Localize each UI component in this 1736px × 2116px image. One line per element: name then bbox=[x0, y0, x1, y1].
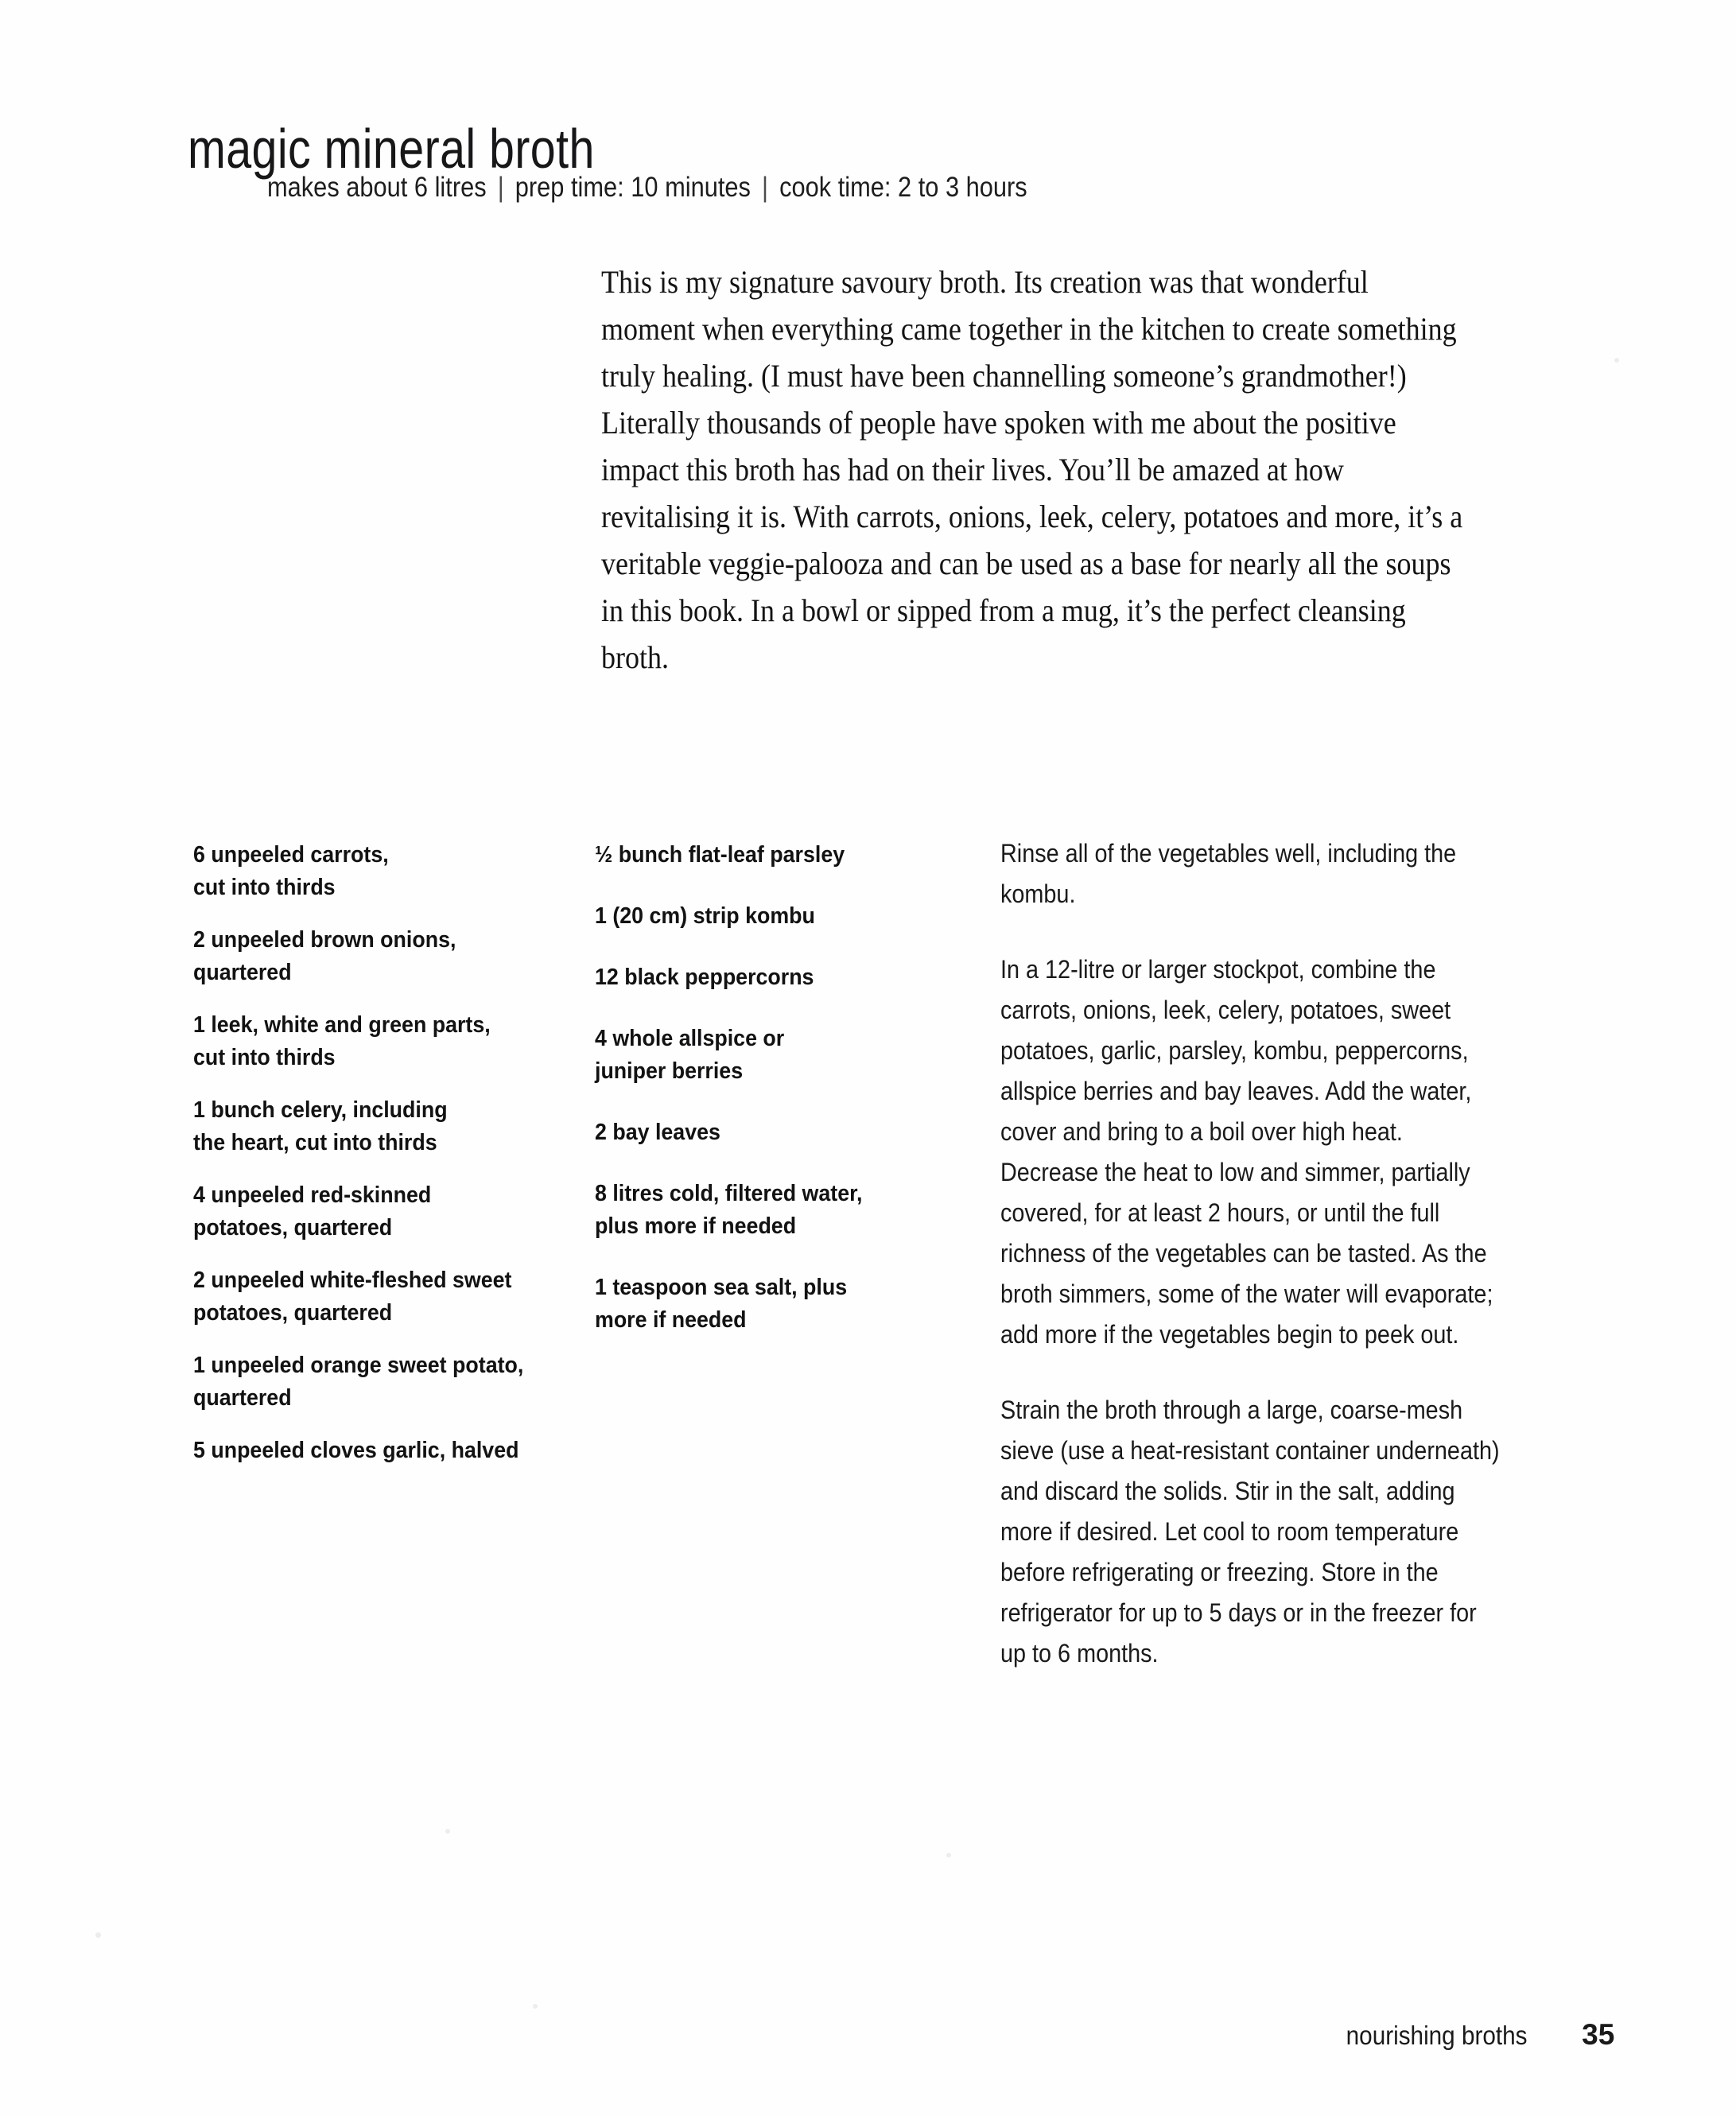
page-footer bbox=[1336, 2018, 1614, 2052]
ingredient-item: 1 teaspoon sea salt, plus more if needed bbox=[595, 1275, 848, 1333]
footer-chapter-name: nourishing broths bbox=[1346, 2021, 1528, 2050]
method-instructions bbox=[1000, 833, 1501, 1674]
meta-separator: | bbox=[762, 172, 769, 203]
paper-speck bbox=[533, 2004, 538, 2009]
recipe-meta bbox=[267, 172, 1027, 204]
ingredient-item: 5 unpeeled cloves garlic, halved bbox=[193, 1438, 519, 1463]
ingredients-column-two bbox=[595, 839, 909, 1365]
ingredient-item: 12 black peppercorns bbox=[595, 965, 814, 990]
ingredient-item: 1 unpeeled orange sweet potato, quartered bbox=[193, 1353, 524, 1411]
ingredients-column-one bbox=[193, 839, 537, 1487]
ingredient-item: 2 unpeeled white-fleshed sweet potatoes, quartered bbox=[193, 1268, 512, 1326]
recipe-title: magic mineral broth bbox=[188, 117, 595, 180]
footer-page-number: 35 bbox=[1582, 2018, 1615, 2051]
paper-speck bbox=[1614, 358, 1619, 363]
recipe-cook-time: cook time: 2 to 3 hours bbox=[779, 172, 1027, 203]
method-step: Strain the broth through a large, coarse-mesh sieve (use a heat-resistant container underneath) and discard the solids. Stir in the salt, adding more if desired. Let cool to room temperature before refrigerating or freezing. Store in the refrigerator for up to 5 days or in the freezer for up to 6 months. bbox=[1000, 1396, 1500, 1668]
recipe-introduction bbox=[601, 258, 1467, 681]
ingredient-item: 8 litres cold, filtered water, plus more if needed bbox=[595, 1181, 863, 1239]
recipe-prep-time: prep time: 10 minutes bbox=[515, 172, 751, 203]
ingredient-item: 2 unpeeled brown onions, quartered bbox=[193, 927, 456, 985]
recipe-yield: makes about 6 litres bbox=[267, 172, 487, 203]
ingredient-item: ½ bunch flat-leaf parsley bbox=[595, 842, 845, 868]
method-step: Rinse all of the vegetables well, including the kombu. bbox=[1000, 839, 1457, 908]
ingredient-item: 1 (20 cm) strip kombu bbox=[595, 903, 815, 929]
paper-speck bbox=[946, 1853, 951, 1858]
ingredient-item: 4 whole allspice or juniper berries bbox=[595, 1026, 785, 1084]
ingredient-item: 1 leek, white and green parts, cut into thirds bbox=[193, 1012, 491, 1070]
paper-speck bbox=[95, 1932, 101, 1938]
ingredient-item: 2 bay leaves bbox=[595, 1120, 720, 1145]
paper-speck bbox=[445, 1829, 450, 1834]
ingredient-item: 1 bunch celery, including the heart, cut into thirds bbox=[193, 1097, 448, 1155]
meta-separator: | bbox=[497, 172, 504, 203]
introduction-text: This is my signature savoury broth. Its creation was that wonderful moment when everything came together in the kitchen to create something truly healing. (I must have been channelling someone’s grandmother!) Literally thousands of people have spoken with me about the positive impact this broth has had on their lives. You’ll be amazed at how revitalising it is. With carrots, onions, leek, celery, potatoes and more, it’s a veritable veggie-palooza and can be used as a base for nearly all the soups in this book. In a bowl or sipped from a mug, it’s the perfect cleansing broth. bbox=[601, 264, 1463, 675]
ingredient-item: 6 unpeeled carrots, cut into thirds bbox=[193, 842, 389, 900]
method-step: In a 12-litre or larger stockpot, combine the carrots, onions, leek, celery, potatoes, sweet potatoes, garlic, parsley, kombu, peppercorns, allspice berries and bay leaves. Add the water, cover and bring to a boil over high heat. Decrease the heat to low and simmer, partially covered, for at least 2 hours, or until the full richness of the vegetables can be tasted. As the broth simmers, some of the water will evaporate; add more if the vegetables begin to peek out. bbox=[1000, 955, 1493, 1349]
ingredient-item: 4 unpeeled red-skinned potatoes, quartered bbox=[193, 1182, 432, 1240]
